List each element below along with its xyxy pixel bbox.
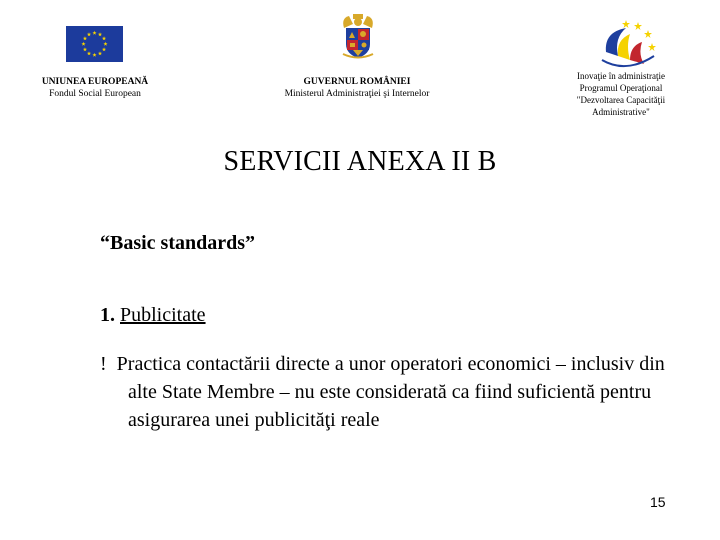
program-logo-icon: [596, 16, 660, 70]
program-line-1: Inovaţie în administraţie: [577, 71, 665, 81]
paragraph-block: [100, 350, 680, 434]
page-number: 15: [650, 494, 666, 510]
program-caption: [556, 70, 686, 118]
program-line-3: "Dezvoltarea Capacităţii: [576, 95, 666, 105]
section-number: 1.: [100, 304, 115, 326]
eu-caption: [20, 76, 170, 100]
section-heading: [100, 304, 206, 327]
program-line-2: Programul Operaţional: [579, 83, 663, 93]
gov-subtitle: Ministerul Administraţiei şi Internelor: [284, 89, 430, 99]
eu-subtitle: Fondul Social European: [49, 89, 141, 99]
bullet-mark: !: [100, 353, 107, 375]
slide-title: SERVICII ANEXA II B: [223, 146, 497, 177]
paragraph-text: Practica contactării directe a unor operatori economici – inclusiv din alte State Membre – nu este considerată ca fiind suficientă pentru asigurarea unei publicităţi reale: [116, 353, 665, 431]
gov-title: GUVERNUL ROMÂNIEI: [303, 77, 411, 87]
body-paragraph: [100, 350, 680, 434]
eu-flag-icon: [66, 26, 123, 62]
gov-caption: [262, 76, 452, 100]
eu-title: UNIUNEA EUROPEANĂ: [41, 77, 149, 87]
slide-subtitle: “Basic standards”: [100, 232, 256, 254]
program-line-4: Administrative": [592, 107, 650, 117]
romania-coat-of-arms-icon: [341, 14, 375, 60]
section-label: Publicitate: [120, 304, 206, 326]
